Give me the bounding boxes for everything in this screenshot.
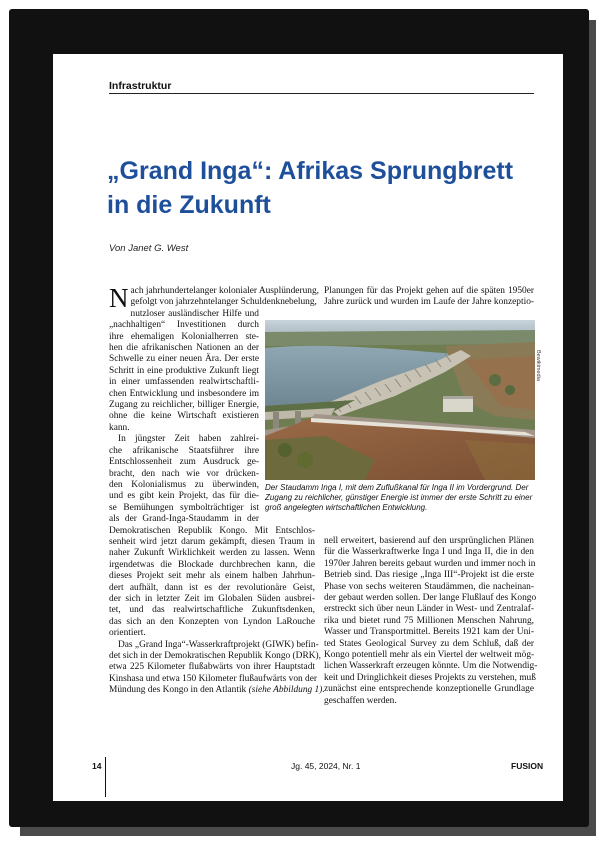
photo-credit: Bewikimedia [535, 350, 541, 381]
text-line [109, 480, 259, 491]
text-line [109, 457, 259, 468]
text-line-content: se Bemühungen symbolträchtiger ist [109, 502, 259, 513]
text-line [109, 651, 321, 662]
text-line-content: den Kolonialismus zu überwinden, [109, 479, 259, 490]
text-line-content: für die Wasserkraftwerke Inga I und Inga II, die in den [324, 547, 534, 558]
text-line [324, 559, 534, 570]
text-line [109, 469, 259, 480]
author-byline: Von Janet G. West [109, 243, 189, 254]
text-line-content: der sich in letzter Zeit im Globalen Süden ausbrei- [109, 593, 315, 604]
section-label: Infrastruktur [109, 80, 172, 92]
text-line-content: irgendetwas die Blockade durchbrechen kann, die [109, 559, 315, 570]
text-line-content: Mündung des Kongo in den Atlantik [109, 685, 247, 696]
text-line [109, 354, 259, 365]
page-frame [9, 9, 589, 827]
text-line [109, 297, 317, 308]
text-line-content: orientiert. [109, 628, 146, 639]
text-line-content: Betrieb sind. Das riesige „Inga III“-Projekt ist die erste [324, 570, 534, 581]
text-line [109, 332, 259, 343]
text-line [324, 661, 538, 672]
text-line-content: nell erweitert, basierend auf den ursprünglichen Plänen [324, 536, 534, 546]
text-line-content: keit und Dringlichkeit dieses Projekts zu verstehen, muß [324, 672, 536, 683]
text-line-content: in einer umfassenden realwirtschaftli- [109, 377, 259, 388]
text-line-content: gefolgt von jahrzehntelanger Schuldenknebelung, [130, 297, 317, 308]
text-line-content: kann. [109, 422, 130, 433]
photo-caption: Der Staudamm Inga I, mit dem Zuflußkanal für Inga II im Vordergrund. Der Zugang zu reichlicher, günstiger Energie ist immer der erste Schritt zu einer groß angelegten wirtschaftlichen Entwicklung. [265, 483, 533, 513]
text-line [109, 594, 315, 605]
text-line-content: Schritt in eine produktive Zukunft liegt [109, 365, 259, 376]
issue-info: Jg. 45, 2024, Nr. 1 [291, 761, 361, 771]
text-line-content: 1970er Jahren bereits gebaut wurden und immer noch in [324, 558, 536, 569]
text-line [324, 297, 534, 308]
text-line-content: Demokratischen Republik Kongo. Mit Entschlos- [109, 525, 315, 536]
text-line-content: naher Zukunft Wirklichkeit werden zu lassen. Wenn [109, 548, 315, 559]
text-line-content: In jüngster Zeit haben zahlrei- [118, 434, 259, 445]
text-line [109, 685, 325, 696]
text-line-content: Jahre zurück und wurden im Laufe der Jahre konzeptio- [324, 297, 534, 308]
magazine-name: FUSION [511, 761, 544, 771]
drop-cap: N [109, 283, 129, 313]
text-line-content: Kongo potentiell mehr als ein Viertel der weltweit mög- [324, 650, 535, 661]
magazine-page [53, 54, 563, 801]
title-line-1: „Grand Inga“: Afrikas Sprungbrett [107, 157, 514, 185]
text-line [324, 604, 534, 615]
body-column-right-top [324, 286, 534, 309]
text-line [324, 536, 534, 547]
text-line [324, 286, 534, 297]
text-line [109, 503, 259, 514]
text-line [109, 286, 319, 297]
dam-photo-illustration [265, 320, 535, 480]
text-line [109, 560, 315, 571]
text-line-content: dieses Projekt seit mehr als einem halben Jahrhun- [109, 571, 315, 582]
text-line [109, 673, 318, 685]
text-line-content: ohne die keine Wirtschaft existieren [109, 411, 259, 422]
dam-photo [265, 320, 535, 480]
text-line [324, 650, 534, 661]
text-line-content: bracht, den nach wie vor drücken- [109, 468, 259, 479]
text-line-content: nutzloser ausländischer Hilfe und [130, 308, 259, 319]
text-line [109, 343, 259, 354]
text-line [109, 583, 315, 594]
text-line-content: und es gibt kein Projekt, das für die- [109, 491, 259, 502]
title-line-2: in die Zukunft [107, 191, 271, 219]
text-line [109, 605, 315, 616]
text-line [109, 366, 259, 377]
article-title [107, 154, 527, 222]
text-line-content: det sich in der Demokratischen Republik Kongo (DRK), [109, 651, 321, 661]
figure-reference: (siehe Abbildung 1). [248, 685, 325, 696]
text-line-content: rika und bietet rund 75 Millionen Menschen Nahrung, [324, 615, 534, 626]
text-line-content: hen die afrikanischen Nationen an der [109, 343, 259, 354]
text-line-content: der gebaut werden sollen. Der lange Flußlauf des Kongo [324, 593, 537, 604]
text-line [109, 309, 259, 320]
text-line [324, 547, 534, 558]
text-line [109, 571, 315, 582]
header-rule [109, 93, 534, 94]
text-line [109, 639, 319, 651]
text-line-content: Zugang zu reichlicher, billiger Energie, [109, 400, 259, 411]
page-number: 14 [92, 761, 102, 771]
text-line [109, 411, 259, 422]
text-line-content: lichen Wasserkraft erzeugen könnte. Um die Notwendig- [324, 661, 538, 672]
text-line [109, 491, 259, 502]
text-line [109, 628, 315, 639]
text-line [324, 627, 534, 638]
text-line-content: zunächst eine entsprechende konzeptionelle Grundlage [324, 684, 534, 695]
text-line [324, 616, 534, 627]
text-line-content: Kinshasa und etwa 150 Kilometer flußaufwärts von der [109, 673, 318, 684]
text-line [109, 320, 259, 331]
text-line-content: Phase von sechs weiteren Staudämmen, die nacheinan- [324, 581, 534, 592]
text-line [109, 377, 259, 388]
text-line-content: etwa 225 Kilometer flußabwärts von ihrer Hauptstadt [109, 662, 315, 673]
text-line [324, 639, 534, 650]
text-line [109, 662, 315, 673]
text-line [109, 617, 315, 628]
text-line-content: chen Entwicklung und insbesondere im [109, 388, 259, 399]
text-line-content: dert aufhält, dann ist es der revolutionäre Geist, [109, 582, 315, 593]
text-line [109, 389, 259, 400]
text-line [324, 570, 534, 581]
text-line-content: ach jahrhundertelanger kolonialer Ausplünderung, [130, 286, 319, 296]
text-line [109, 423, 259, 434]
text-line-content: che afrikanische Staatsführer ihre [109, 445, 259, 456]
text-line-content: erstreckt sich über neun Länder in West- und Zentralaf- [324, 604, 534, 615]
text-line-content: als der Grand-Inga-Staudamm in der [109, 514, 259, 525]
text-line [109, 548, 315, 559]
text-line [109, 434, 259, 445]
text-line-content: Entschlossenheit zum Ausdruck ge- [109, 457, 259, 468]
text-line [324, 673, 534, 684]
text-line [109, 537, 315, 548]
text-line [109, 446, 259, 457]
body-column-right-bottom [324, 536, 538, 707]
text-line-content: Schwelle zu einer neuen Ära. Der erste [109, 354, 259, 365]
text-line [324, 696, 534, 707]
text-line [324, 582, 534, 593]
text-line-content: tet, und das realwirtschaftliche Zukunftsdenken, [109, 605, 315, 616]
text-line-content: Planungen für das Projekt gehen auf die späten 1950er [324, 286, 534, 296]
text-line [109, 514, 259, 525]
text-line-content: ihre ehemaligen Kolonialherren ste- [109, 331, 259, 342]
text-line [109, 400, 259, 411]
text-line [324, 593, 537, 604]
text-line-content: Das „Grand Inga“-Wasserkraftprojekt (GIWK) befin- [118, 639, 319, 650]
text-line-content: Wasser und Transportmittel. Bereits 1921 kam der Uni- [324, 627, 534, 638]
text-line [324, 684, 534, 695]
text-line-content: „nachhaltigen“ Investitionen durch [109, 320, 259, 331]
text-line [109, 526, 315, 537]
text-line-content: senheit wird jetzt darum gekämpft, diesen Traum in [109, 536, 315, 547]
text-line-content: geschaffen werden. [324, 695, 397, 706]
text-line-content: das sich an den Konzepten von Lyndon LaRouche [109, 616, 315, 627]
text-line-content: ted States Geological Survey zu dem Schluß, daß der [324, 638, 534, 649]
footer-rule [105, 757, 106, 797]
